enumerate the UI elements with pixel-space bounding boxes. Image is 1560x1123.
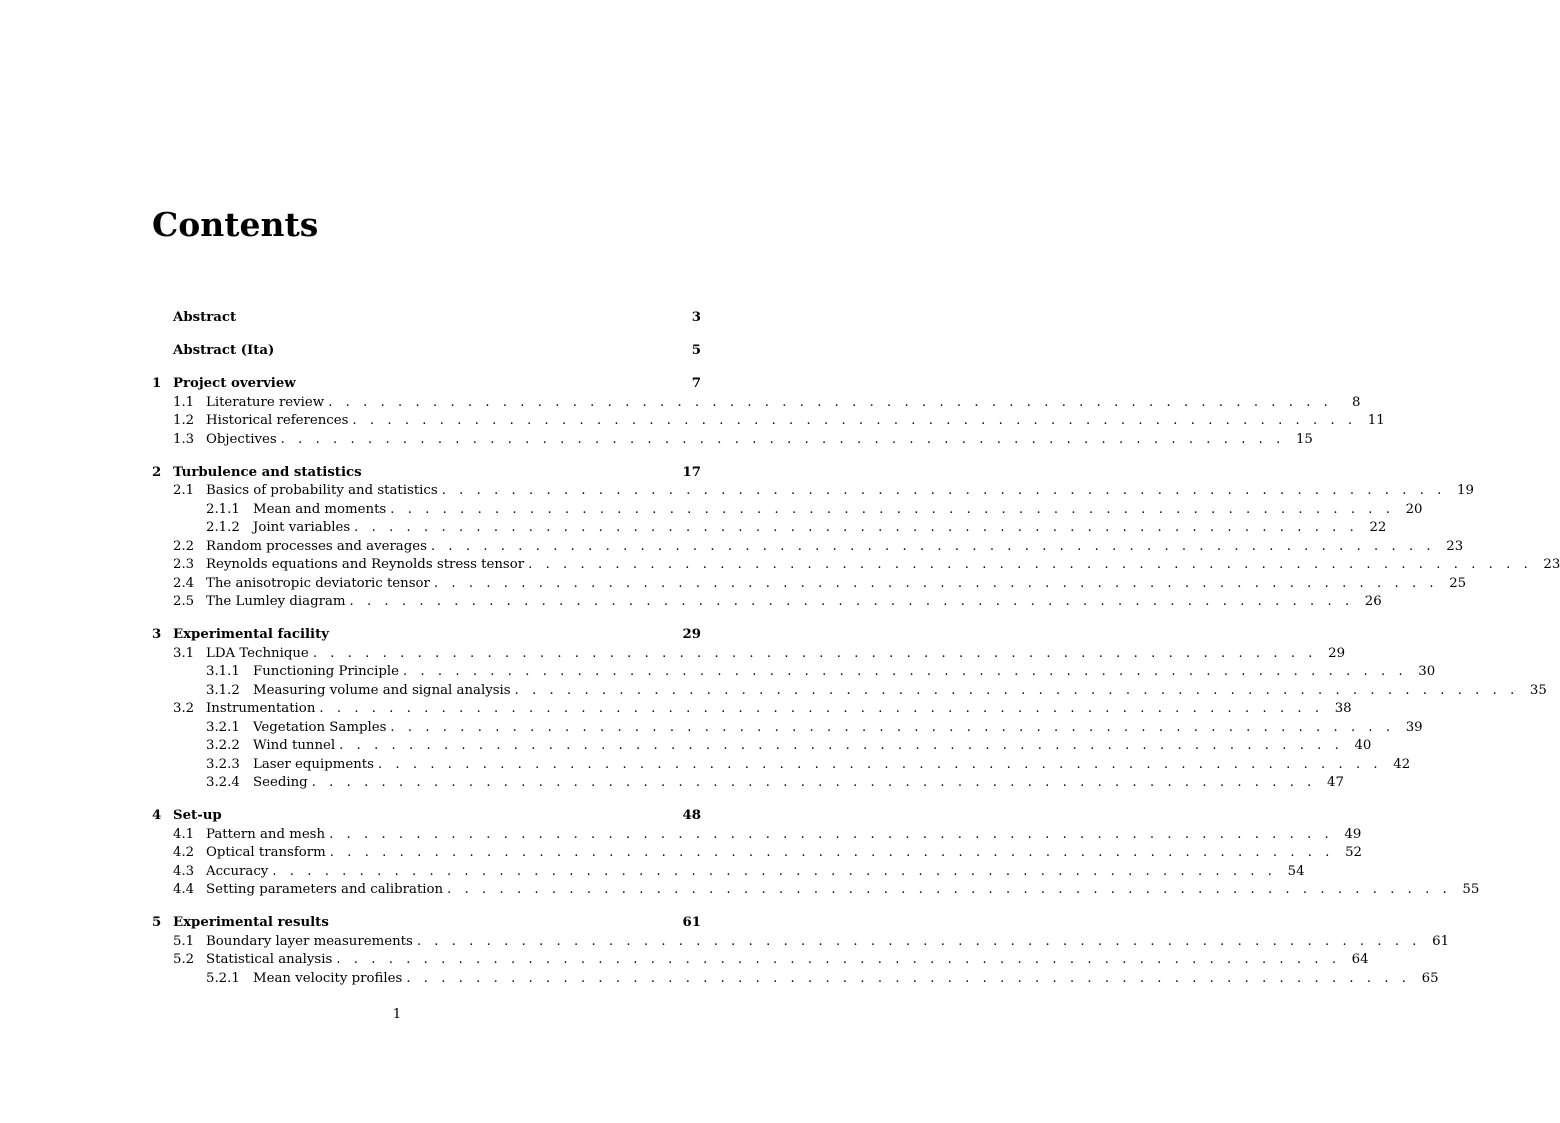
toc-entry[interactable] — [152, 881, 1480, 900]
toc-dot-leader: . . . . . . . . . . . . . . . . . . . . . . . . . . . . . . . . . . . . . . . . . . . . . . . . . . . . . . . . . . — [329, 845, 1334, 860]
toc-entry-title: Wind tunnel — [253, 738, 336, 753]
toc-gap — [152, 793, 701, 808]
toc-entry-number: 4 — [152, 808, 162, 823]
toc-entry[interactable] — [152, 970, 1439, 989]
toc-entry-number: 3.2.2 — [206, 738, 240, 753]
toc-entry[interactable] — [152, 575, 1467, 594]
toc-dot-leader: . . . . . . . . . . . . . . . . . . . . . . . . . . . . . . . . . . . . . . . . . . . . . . . . . . . . . . . . . . — [352, 413, 1357, 428]
toc-entry-title: Literature review — [206, 394, 325, 410]
toc-entry-title: Mean and moments — [253, 501, 387, 517]
toc-entry-title: Reynolds equations and Reynolds stress tensor — [206, 557, 525, 572]
toc-entry-number: 3.2 — [173, 701, 195, 716]
toc-dot-leader: . . . . . . . . . . . . . . . . . . . . . . . . . . . . . . . . . . . . . . . . . . . . . . . . . . . . . . . . . . — [312, 645, 1318, 661]
toc-gap — [152, 900, 701, 915]
toc-entry-page: 23 — [1543, 557, 1560, 572]
toc-gap — [152, 449, 701, 464]
toc-gap — [152, 328, 701, 343]
toc-entry-number: 5.1 — [173, 933, 195, 949]
toc-entry-title: Statistical analysis — [206, 952, 333, 967]
toc-entry[interactable] — [152, 519, 1387, 538]
toc-dot-leader: . . . . . . . . . . . . . . . . . . . . . . . . . . . . . . . . . . . . . . . . . . . . . . . . . . . . . . . . . . — [528, 557, 1533, 572]
toc-entry-page: 15 — [1295, 431, 1313, 447]
toc-entry-page: 39 — [1405, 719, 1423, 735]
toc-dot-leader: . . . . . . . . . . . . . . . . . . . . . . . . . . . . . . . . . . . . . . . . . . . . . . . . . . . . . . . . . . — [416, 933, 1422, 949]
toc-entry[interactable] — [152, 538, 1464, 557]
toc-entry-number: 2.1 — [173, 483, 195, 498]
toc-entry-title: Boundary layer measurements — [206, 933, 413, 949]
toc-chapter[interactable] — [152, 464, 701, 483]
toc-dot-leader: . . . . . . . . . . . . . . . . . . . . . . . . . . . . . . . . . . . . . . . . . . . . . . . . . . . . . . . . . . — [311, 775, 1316, 790]
toc-entry-page: 29 — [682, 627, 701, 642]
toc-entry-title: LDA Technique — [206, 645, 309, 661]
toc-entry-page: 64 — [1351, 952, 1369, 967]
toc-entry-title: Accuracy — [206, 863, 269, 879]
toc-dot-leader: . . . . . . . . . . . . . . . . . . . . . . . . . . . . . . . . . . . . . . . . . . . . . . . . . . . . . . . . . . — [406, 970, 1411, 986]
toc-entry-title: The Lumley diagram — [206, 594, 346, 609]
toc-entry[interactable] — [152, 593, 1382, 612]
toc-dot-leader: . . . . . . . . . . . . . . . . . . . . . . . . . . . . . . . . . . . . . . . . . . . . . . . . . . . . . . . . . . — [390, 719, 1395, 735]
toc-entry-page: 11 — [1367, 413, 1385, 428]
toc-entry-page: 19 — [1457, 483, 1474, 498]
toc-entry-page: 35 — [1529, 682, 1547, 698]
toc-entry-number: 2.5 — [173, 594, 195, 609]
toc-entry[interactable] — [152, 645, 1346, 664]
toc-entry-title: Functioning Principle — [253, 664, 399, 679]
toc-entry-number: 3.1.2 — [206, 682, 240, 698]
toc-chapter[interactable] — [152, 914, 701, 933]
toc-entry-number: 4.1 — [173, 826, 195, 842]
toc-entry-title: The anisotropic deviatoric tensor — [206, 575, 430, 591]
toc-entry-number: 2.3 — [173, 557, 195, 572]
toc-entry-title: Mean velocity profiles — [253, 970, 403, 986]
toc-entry-number: 2 — [152, 464, 162, 480]
toc-dot-leader: . . . . . . . . . . . . . . . . . . . . . . . . . . . . . . . . . . . . . . . . . . . . . . . . . . . . . . . . . . — [441, 483, 1446, 498]
toc-chapter[interactable] — [152, 309, 701, 328]
toc-entry-number: 5.2 — [173, 952, 195, 967]
toc-entry-number: 1.3 — [173, 431, 195, 447]
toc-entry-page: 61 — [1432, 933, 1450, 949]
toc-dot-leader: . . . . . . . . . . . . . . . . . . . . . . . . . . . . . . . . . . . . . . . . . . . . . . . . . . . . . . . . . . — [336, 952, 1341, 967]
toc-dot-leader: . . . . . . . . . . . . . . . . . . . . . . . . . . . . . . . . . . . . . . . . . . . . . . . . . . . . . . . . . . — [280, 431, 1285, 447]
toc-entry-page: 20 — [1405, 501, 1423, 517]
toc-entry-page: 22 — [1369, 520, 1387, 535]
toc-entry-number: 2.1.1 — [206, 501, 240, 517]
toc-entry[interactable] — [152, 501, 1423, 520]
toc-entry-number: 5 — [152, 915, 162, 930]
toc-chapter[interactable] — [152, 342, 701, 361]
toc-entry-page: 65 — [1421, 970, 1439, 986]
toc-dot-leader: . . . . . . . . . . . . . . . . . . . . . . . . . . . . . . . . . . . . . . . . . . . . . . . . . . . . . . . . . . — [329, 826, 1334, 842]
toc-entry-title: Set-up — [173, 808, 222, 823]
toc-entry[interactable] — [152, 663, 1436, 682]
toc-entry-number: 1.1 — [173, 394, 195, 410]
toc-entry-number: 4.3 — [173, 863, 195, 879]
toc-gap — [152, 361, 701, 376]
toc-entry-page: 48 — [682, 808, 701, 823]
toc-entry[interactable] — [152, 719, 1423, 738]
toc-entry-number: 3.1.1 — [206, 664, 240, 679]
toc-entry-title: Abstract — [173, 310, 237, 325]
toc-entry-page: 54 — [1287, 863, 1305, 879]
toc-entry[interactable] — [152, 933, 1450, 952]
toc-entry[interactable] — [152, 700, 1352, 719]
toc-entry-number: 3 — [152, 627, 162, 642]
toc-entry-number: 5.2.1 — [206, 970, 240, 986]
toc-entry-page: 3 — [691, 310, 701, 325]
toc-chapter[interactable] — [152, 626, 701, 645]
toc-entry-number: 3.2.1 — [206, 719, 240, 735]
toc-entry[interactable] — [152, 774, 1344, 793]
toc-entry-title: Historical references — [206, 413, 349, 428]
toc-entry-page: 23 — [1446, 538, 1464, 554]
toc-entry-title: Turbulence and statistics — [173, 464, 362, 480]
toc-entry-title: Pattern and mesh — [206, 826, 326, 842]
page-number: 1 — [392, 1007, 402, 1022]
toc-entry-number: 3.1 — [173, 645, 195, 661]
toc-entry-page: 25 — [1449, 575, 1467, 591]
toc-entry-title: Measuring volume and signal analysis — [253, 682, 511, 698]
toc-entry[interactable] — [152, 844, 1362, 863]
toc-entry[interactable] — [152, 682, 1547, 701]
toc-dot-leader: . . . . . . . . . . . . . . . . . . . . . . . . . . . . . . . . . . . . . . . . . . . . . . . . . . . . . . . . . . — [402, 664, 1408, 679]
toc-entry-title: Optical transform — [206, 845, 326, 860]
toc-dot-leader: . . . . . . . . . . . . . . . . . . . . . . . . . . . . . . . . . . . . . . . . . . . . . . . . . . . . . . . . . . — [272, 863, 1277, 879]
toc-dot-leader: . . . . . . . . . . . . . . . . . . . . . . . . . . . . . . . . . . . . . . . . . . . . . . . . . . . . . . . . . . — [390, 501, 1395, 517]
toc-entry-title: Joint variables — [253, 520, 351, 535]
toc-entry-page: 52 — [1345, 845, 1362, 860]
toc-dot-leader: . . . . . . . . . . . . . . . . . . . . . . . . . . . . . . . . . . . . . . . . . . . . . . . . . . . . . . . . . . — [319, 701, 1324, 716]
toc-entry-number: 3.2.4 — [206, 775, 240, 790]
toc-entry-title: Project overview — [173, 376, 296, 391]
toc-entry[interactable] — [152, 556, 1560, 575]
toc-entry-number: 2.1.2 — [206, 520, 240, 535]
toc-entry-title: Vegetation Samples — [253, 719, 387, 735]
toc-entry-title: Laser equipments — [253, 756, 374, 772]
toc-entry-title: Basics of probability and statistics — [206, 483, 438, 498]
toc-entry-number: 1 — [152, 376, 162, 391]
toc-entry-page: 61 — [682, 915, 701, 930]
toc-entry[interactable] — [152, 412, 1385, 431]
toc-entry[interactable] — [152, 863, 1305, 882]
toc-entry[interactable] — [152, 737, 1372, 756]
toc-dot-leader: . . . . . . . . . . . . . . . . . . . . . . . . . . . . . . . . . . . . . . . . . . . . . . . . . . . . . . . . . . — [328, 394, 1333, 410]
toc-entry[interactable] — [152, 826, 1362, 845]
toc-gap — [152, 612, 701, 627]
toc-entry-page: 47 — [1326, 775, 1344, 790]
toc-dot-leader: . . . . . . . . . . . . . . . . . . . . . . . . . . . . . . . . . . . . . . . . . . . . . . . . . . . . . . . . . . — [430, 538, 1436, 554]
toc-entry[interactable] — [152, 951, 1369, 970]
toc-entry-number: 2.4 — [173, 575, 195, 591]
toc-entry-title: Experimental facility — [173, 627, 329, 642]
toc-entry-title: Experimental results — [173, 915, 329, 930]
toc-entry-page: 8 — [1351, 394, 1361, 410]
toc-chapter[interactable] — [152, 375, 701, 394]
toc-entry-page: 30 — [1418, 664, 1436, 679]
toc-entry[interactable] — [152, 482, 1474, 501]
toc-entry[interactable] — [152, 394, 1361, 413]
table-of-contents — [152, 309, 1560, 988]
toc-entry-page: 49 — [1344, 826, 1362, 842]
toc-entry-title: Objectives — [206, 431, 277, 447]
toc-entry-number: 1.2 — [173, 413, 195, 428]
toc-entry-title: Instrumentation — [206, 701, 316, 716]
toc-dot-leader: . . . . . . . . . . . . . . . . . . . . . . . . . . . . . . . . . . . . . . . . . . . . . . . . . . . . . . . . . . — [349, 594, 1354, 609]
toc-dot-leader: . . . . . . . . . . . . . . . . . . . . . . . . . . . . . . . . . . . . . . . . . . . . . . . . . . . . . . . . . . — [377, 756, 1383, 772]
page-title: Contents — [152, 205, 319, 244]
toc-entry-number: 4.2 — [173, 845, 195, 860]
toc-dot-leader: . . . . . . . . . . . . . . . . . . . . . . . . . . . . . . . . . . . . . . . . . . . . . . . . . . . . . . . . . . — [514, 682, 1519, 698]
toc-entry-title: Random processes and averages — [206, 538, 427, 554]
toc-entry-page: 40 — [1354, 738, 1372, 753]
toc-entry-title: Setting parameters and calibration — [206, 882, 444, 897]
toc-entry-page: 26 — [1364, 594, 1382, 609]
toc-dot-leader: . . . . . . . . . . . . . . . . . . . . . . . . . . . . . . . . . . . . . . . . . . . . . . . . . . . . . . . . . . — [354, 520, 1359, 535]
toc-dot-leader: . . . . . . . . . . . . . . . . . . . . . . . . . . . . . . . . . . . . . . . . . . . . . . . . . . . . . . . . . . — [433, 575, 1439, 591]
toc-entry[interactable] — [152, 431, 1313, 450]
toc-dot-leader: . . . . . . . . . . . . . . . . . . . . . . . . . . . . . . . . . . . . . . . . . . . . . . . . . . . . . . . . . . — [447, 882, 1452, 897]
toc-entry-number: 2.2 — [173, 538, 195, 554]
toc-entry-page: 38 — [1334, 701, 1352, 716]
toc-dot-leader: . . . . . . . . . . . . . . . . . . . . . . . . . . . . . . . . . . . . . . . . . . . . . . . . . . . . . . . . . . — [339, 738, 1344, 753]
toc-entry-page: 42 — [1393, 756, 1411, 772]
toc-entry-page: 7 — [691, 376, 701, 391]
toc-entry-title: Abstract (Ita) — [173, 343, 275, 358]
toc-entry-number: 4.4 — [173, 882, 195, 897]
toc-entry-page: 5 — [691, 343, 701, 358]
toc-entry-title: Seeding — [253, 775, 308, 790]
toc-chapter[interactable] — [152, 807, 701, 826]
toc-entry-page: 55 — [1462, 882, 1480, 897]
toc-entry-number: 3.2.3 — [206, 756, 240, 772]
toc-entry[interactable] — [152, 756, 1411, 775]
toc-entry-page: 17 — [682, 464, 701, 480]
toc-entry-page: 29 — [1328, 645, 1346, 661]
